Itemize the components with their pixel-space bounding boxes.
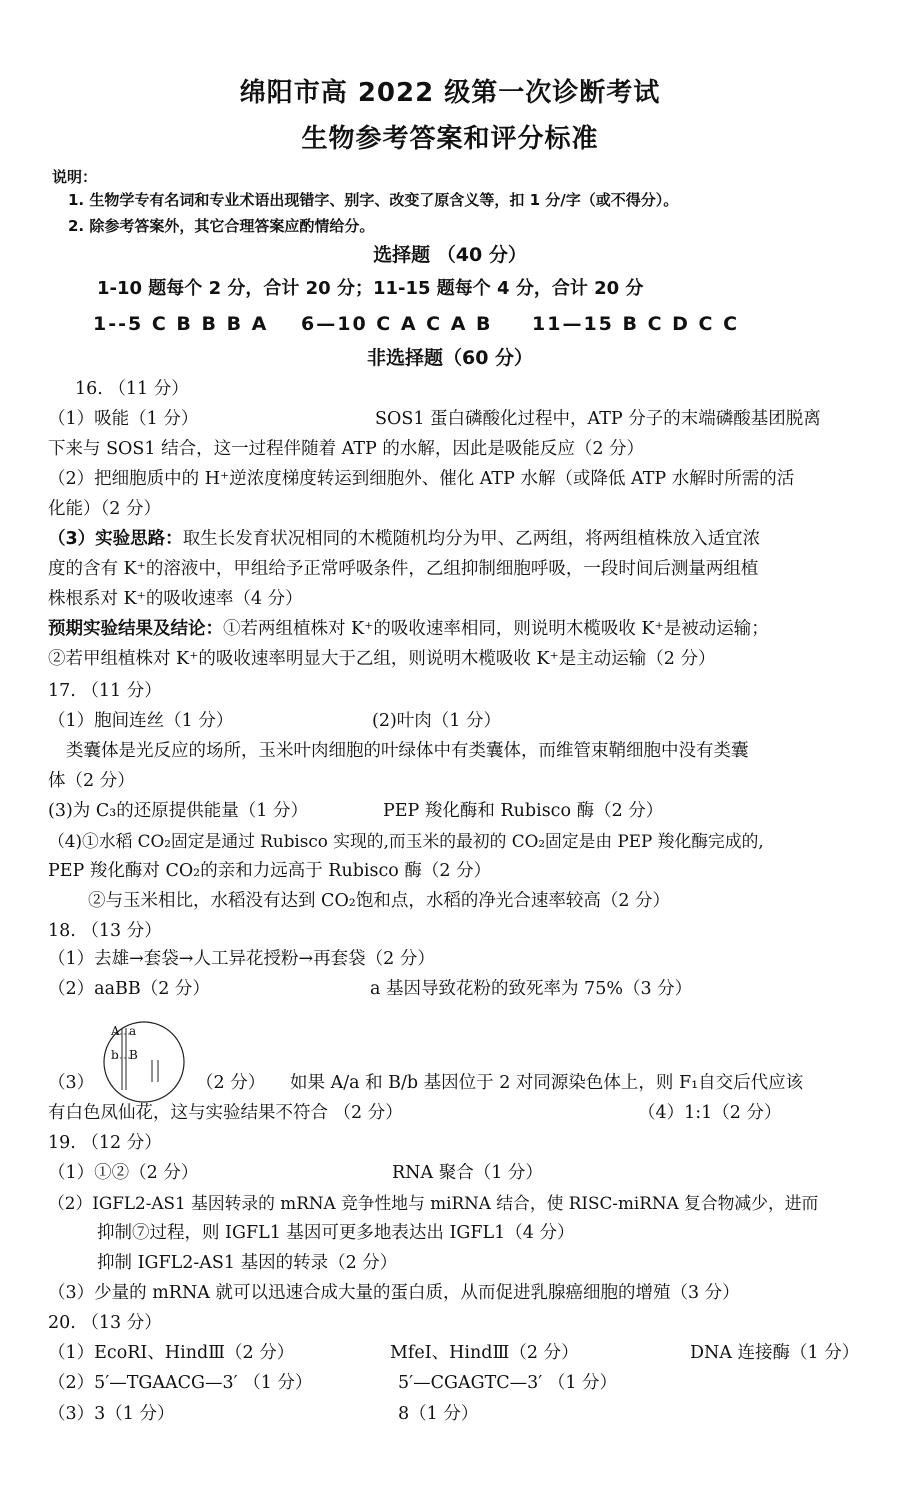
q17-line-4b: PEP 羧化酶和 Rubisco 酶（2 分） (383, 801, 664, 821)
doc-title: 绵阳市高 2022 级第一次诊断考试 (239, 78, 661, 108)
q16-experiment-text: 取生长发育状况相同的木榄随机均分为甲、乙两组，将两组植株放入适宜浓 (182, 529, 761, 549)
q16-heading: 16. （11 分） (75, 379, 189, 399)
q20-line-3b: 8（1 分） (398, 1404, 479, 1424)
q19-line-1a: （1）①②（2 分） (48, 1163, 199, 1183)
q19-line-4: 抑制 IGFL2-AS1 基因的转录（2 分） (97, 1253, 398, 1273)
q18-line-2a: （2）aaBB（2 分） (48, 979, 210, 999)
allele-A-label: A (111, 1024, 120, 1038)
q16-line-7: 株根系对 K⁺的吸收速率（4 分） (48, 589, 303, 609)
choice-heading: 选择题 （40 分） (373, 244, 527, 266)
q17-line-6: PEP 羧化酶对 CO₂的亲和力远高于 Rubisco 酶（2 分） (48, 861, 492, 881)
nonchoice-heading: 非选择题（60 分） (366, 347, 534, 369)
q18-line-4b: （4）1:1（2 分） (638, 1103, 782, 1123)
q20-line-3a: （3）3（1 分） (48, 1404, 175, 1424)
q16-line-1b: SOS1 蛋白磷酸化过程中，ATP 分子的末端磷酸基团脱离 (375, 409, 821, 429)
q19-line-5: （3）少量的 mRNA 就可以迅速合成大量的蛋白质，从而促进乳腺癌细胞的增殖（3 分） (48, 1283, 740, 1303)
q16-line-2: 下来与 SOS1 结合，这一过程伴随着 ATP 的水解，因此是吸能反应（2 分） (48, 439, 645, 459)
q16-result-text: ①若两组植株对 K⁺的吸收速率相同，则说明木榄吸收 K⁺是被动运输； (223, 619, 769, 639)
q17-heading: 17. （11 分） (48, 681, 162, 701)
q16-result-label: 预期实验结果及结论： (48, 619, 223, 639)
q16-line-1a: （1）吸能（1 分） (48, 409, 199, 429)
choice-scoring-rule: 1-10 题每个 2 分，合计 20 分；11-15 题每个 4 分，合计 20 分 (97, 278, 644, 299)
q20-line-2b: 5′—CGAGTC—3′ （1 分） (398, 1373, 618, 1393)
q18-line-3a: （3） (48, 1073, 95, 1093)
q20-line-1b: MfeI、HindⅢ（2 分） (390, 1343, 579, 1363)
q16-line-6: 度的含有 K⁺的溶液中，甲组给予正常呼吸条件，乙组抑制细胞呼吸，一段时间后测量两组植 (48, 559, 759, 579)
q16-line-8 (48, 617, 769, 641)
q19-line-1b: RNA 聚合（1 分） (392, 1163, 543, 1183)
q20-line-1c: DNA 连接酶（1 分） (690, 1343, 860, 1363)
choice-answers-6-10: 6—10 C A C A B (301, 313, 493, 335)
q18-line-4a: 有白色凤仙花，这与实验结果不符合 （2 分） (48, 1103, 403, 1123)
q17-line-5: （4)①水稻 CO₂固定是通过 Rubisco 实现的,而玉米的最初的 CO₂固定是由 PEP 羧化酶完成的, (48, 831, 764, 851)
q17-line-2: 类囊体是光反应的场所，玉米叶肉细胞的叶绿体中有类囊体，而维管束鞘细胞中没有类囊 (66, 741, 749, 761)
allele-B-label: B (129, 1048, 138, 1062)
q19-heading: 19. （12 分） (48, 1133, 162, 1153)
q20-heading: 20. （13 分） (48, 1313, 162, 1333)
choice-answers-11-15: 11—15 B C D C C (532, 313, 740, 335)
allele-a-label: a (129, 1024, 137, 1038)
q18-heading: 18. （13 分） (48, 921, 162, 941)
q18-line-3c: 如果 A/a 和 B/b 基因位于 2 对同源染色体上，则 F₁自交后代应该 (290, 1073, 804, 1093)
q16-line-5 (48, 527, 760, 551)
q16-experiment-label: （3）实验思路： (48, 529, 183, 549)
choice-answers-1-5: 1--5 C B B B A (93, 313, 269, 335)
q17-line-3: 体（2 分） (48, 771, 135, 791)
note-2: 2. 除参考答案外，其它合理答案应酌情给分。 (68, 217, 375, 235)
q17-line-1a: （1）胞间连丝（1 分） (48, 711, 234, 731)
q20-line-2a: （2）5′—TGAACG—3′ （1 分） (48, 1373, 313, 1393)
q16-line-3: （2）把细胞质中的 H⁺逆浓度梯度转运到细胞外、催化 ATP 水解（或降低 ATP 水解时所需的活 (48, 469, 795, 489)
q20-line-1a: （1）EcoRI、HindⅢ（2 分） (48, 1343, 295, 1363)
q16-line-9: ②若甲组植株对 K⁺的吸收速率明显大于乙组，则说明木榄吸收 K⁺是主动运输（2 分） (48, 649, 716, 669)
notes-label: 说明： (52, 168, 98, 186)
q17-line-4a: (3)为 C₃的还原提供能量（1 分） (48, 801, 308, 821)
allele-b-label: b (111, 1048, 119, 1062)
q19-line-3: 抑制⑦过程，则 IGFL1 基因可更多地表达出 IGFL1（4 分） (97, 1223, 575, 1243)
q18-line-3b: （2 分） (196, 1073, 266, 1093)
chromosome-diagram (102, 1020, 186, 1104)
note-1: 1. 生物学专有名词和专业术语出现错字、别字、改变了原含义等，扣 1 分/字（或不得分）。 (68, 191, 679, 209)
q19-line-2: （2）IGFL2-AS1 基因转录的 mRNA 竞争性地与 miRNA 结合，使 RISC-miRNA 复合物减少，进而 (48, 1193, 819, 1213)
q18-line-1: （1）去雄→套袋→人工异花授粉→再套袋（2 分） (48, 949, 435, 969)
q16-line-4: 化能）（2 分） (48, 499, 161, 519)
doc-subtitle: 生物参考答案和评分标准 (301, 124, 599, 154)
q17-line-1b: (2)叶肉（1 分） (372, 711, 501, 731)
q18-line-2b: a 基因导致花粉的致死率为 75%（3 分） (370, 979, 693, 999)
q17-line-7: ②与玉米相比，水稻没有达到 CO₂饱和点，水稻的净光合速率较高（2 分） (88, 891, 671, 911)
